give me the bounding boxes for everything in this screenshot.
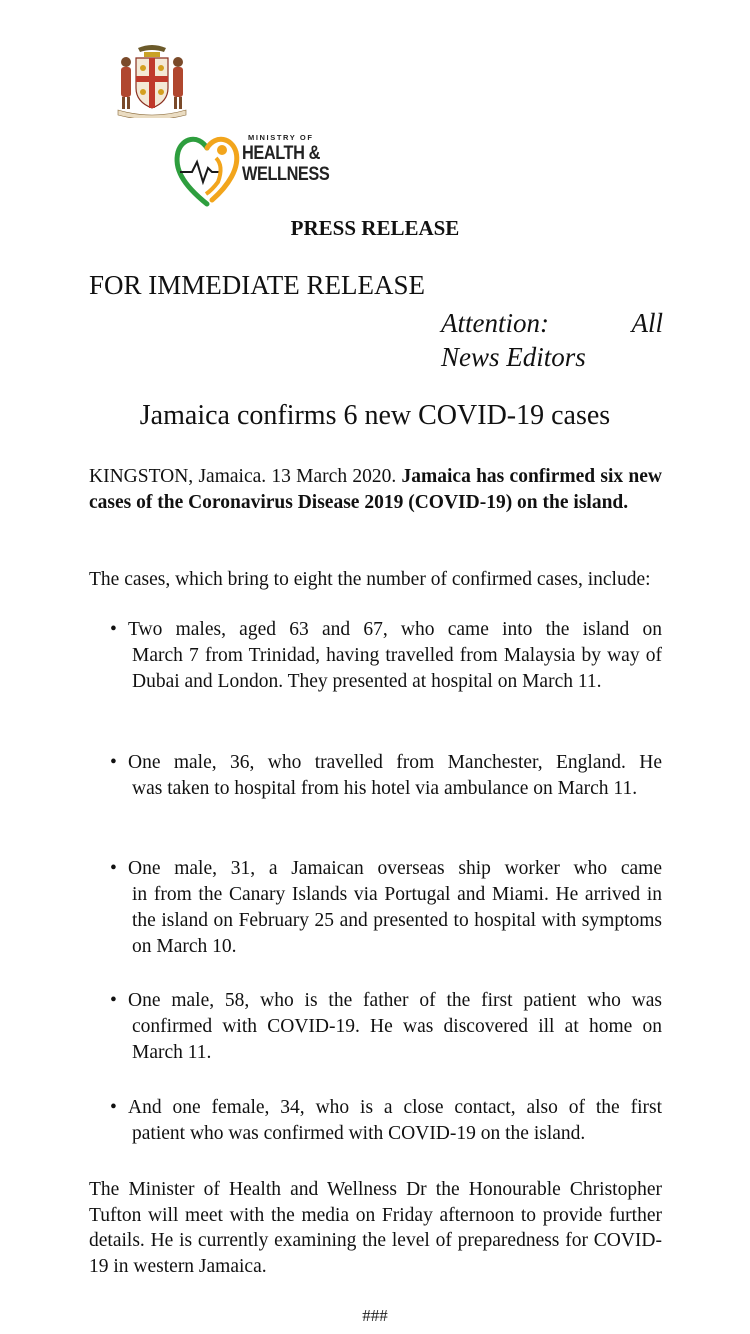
bullet-icon: • xyxy=(110,858,117,879)
case-bullet xyxy=(110,617,662,695)
jamaica-coat-of-arms-logo xyxy=(108,40,196,118)
bullet-continuation: in from the Canary Islands via Portugal and Miami. He arrived in the island on February 25 and presented to hospital with symptoms on March 10. xyxy=(132,884,662,957)
dateline: KINGSTON, Jamaica. 13 March 2020. xyxy=(89,466,397,487)
bullet-first-line: One male, 58, who is the father of the first patient who was xyxy=(128,990,662,1011)
attention-block xyxy=(441,306,663,374)
bullet-icon: • xyxy=(110,619,117,640)
bullet-continuation: March 7 from Trinidad, having travelled from Malaysia by way of Dubai and London. They presented at hospital on March 11. xyxy=(132,645,662,692)
heart-logo-icon xyxy=(172,128,242,210)
case-bullet xyxy=(110,988,662,1066)
bullet-continuation: patient who was confirmed with COVID-19 on the island. xyxy=(132,1123,586,1144)
attention-label: Attention: xyxy=(441,308,549,338)
bullet-first-line: One male, 31, a Jamaican overseas ship worker who came xyxy=(128,858,662,879)
minister-paragraph: The Minister of Health and Wellness Dr the Honourable Christopher Tufton will meet with the media on Friday afternoon to provide further details. He is currently examining the level of preparedness for COVID-19 in western Jamaica. xyxy=(89,1179,662,1277)
attention-all: All xyxy=(631,308,663,338)
health-label: HEALTH & xyxy=(242,142,320,164)
bullet-first-line: One male, 36, who travelled from Manchester, England. He xyxy=(128,752,662,773)
ministry-of-label: MINISTRY OF xyxy=(248,133,314,142)
lead-paragraph xyxy=(89,464,662,515)
bullet-continuation: was taken to hospital from his hotel via ambulance on March 11. xyxy=(132,778,638,799)
for-immediate-release: FOR IMMEDIATE RELEASE xyxy=(89,270,425,300)
ministry-health-wellness-logo xyxy=(172,128,332,210)
end-mark: ### xyxy=(362,1306,388,1325)
case-bullet xyxy=(110,1095,662,1147)
wellness-label: WELLNESS xyxy=(242,163,330,185)
bullet-icon: • xyxy=(110,1097,117,1118)
case-bullet xyxy=(110,750,662,802)
bullet-continuation: confirmed with COVID-19. He was discovered ill at home on March 11. xyxy=(132,1016,662,1063)
cases-intro: The cases, which bring to eight the number of confirmed cases, include: xyxy=(89,569,651,590)
bullet-first-line: Two males, aged 63 and 67, who came into the island on xyxy=(128,619,662,640)
headline: Jamaica confirms 6 new COVID-19 cases xyxy=(139,400,611,431)
press-release-heading: PRESS RELEASE xyxy=(290,216,460,240)
bullet-first-line: And one female, 34, who is a close contact, also of the first xyxy=(128,1097,662,1118)
case-bullet xyxy=(110,856,662,960)
lead-bold-text: Jamaica has confirmed six new cases of the Coronavirus Disease 2019 (COVID-19) on the island. xyxy=(89,466,662,513)
attention-news-editors: News Editors xyxy=(441,342,586,372)
bullet-icon: • xyxy=(110,752,117,773)
bullet-icon: • xyxy=(110,990,117,1011)
